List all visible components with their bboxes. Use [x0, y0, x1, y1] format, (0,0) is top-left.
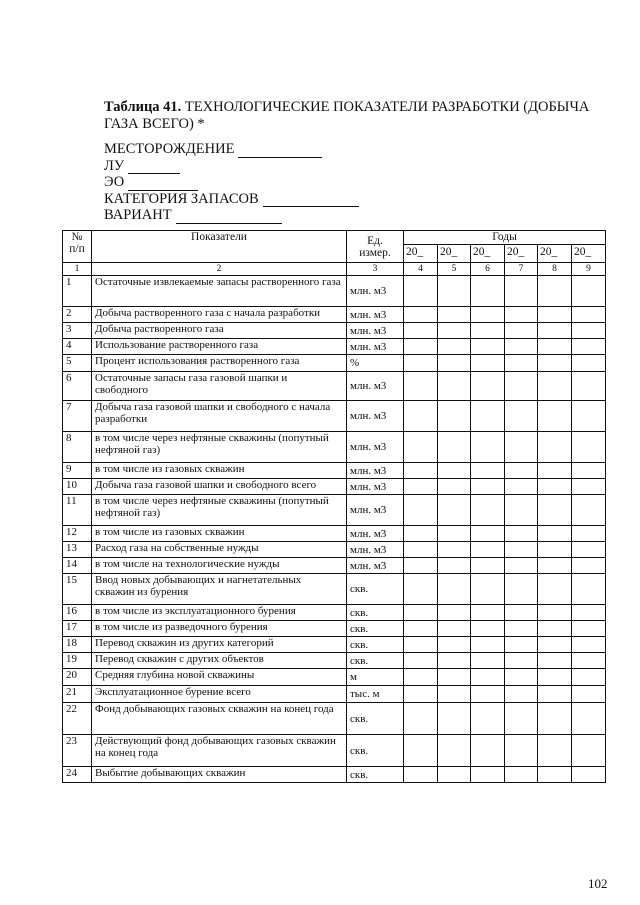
year-value-cell — [471, 767, 505, 783]
table-row — [63, 653, 606, 669]
year-value-cell — [438, 339, 471, 355]
row-indicator: Перевод скважин с других объектов — [92, 653, 347, 669]
year-value-cell — [438, 401, 471, 432]
header-years: Годы — [404, 231, 606, 245]
row-number: 12 — [63, 526, 92, 542]
row-unit: млн. м3 — [347, 339, 404, 355]
year-value-cell — [471, 637, 505, 653]
year-value-cell — [505, 637, 538, 653]
year-value-cell — [404, 307, 438, 323]
year-value-cell — [471, 542, 505, 558]
year-value-cell — [505, 355, 538, 372]
year-value-cell — [404, 703, 438, 735]
field-object: ЭО — [104, 174, 359, 191]
field-reserve-category-blank — [263, 194, 359, 207]
row-number: 6 — [63, 372, 92, 401]
row-indicator: в том числе на технологические нужды — [92, 558, 347, 574]
header-year-cell: 20_ — [538, 245, 572, 263]
year-value-cell — [538, 323, 572, 339]
year-value-cell — [438, 479, 471, 495]
row-unit: млн. м3 — [347, 526, 404, 542]
header-year-cell: 20_ — [572, 245, 606, 263]
row-number: 1 — [63, 276, 92, 307]
year-value-cell — [471, 479, 505, 495]
year-value-cell — [404, 767, 438, 783]
year-value-cell — [471, 558, 505, 574]
row-number: 22 — [63, 703, 92, 735]
year-value-cell — [438, 526, 471, 542]
year-value-cell — [404, 339, 438, 355]
row-indicator: Добыча растворенного газа — [92, 323, 347, 339]
year-value-cell — [538, 479, 572, 495]
year-value-cell — [438, 669, 471, 686]
year-value-cell — [438, 735, 471, 767]
row-number: 4 — [63, 339, 92, 355]
row-indicator: Перевод скважин из других категорий — [92, 637, 347, 653]
year-value-cell — [404, 605, 438, 621]
table-row — [63, 637, 606, 653]
row-indicator: в том числе из разведочного бурения — [92, 621, 347, 637]
year-value-cell — [572, 686, 606, 703]
row-number: 8 — [63, 432, 92, 463]
year-value-cell — [438, 605, 471, 621]
header-indicator: Показатели — [92, 231, 347, 263]
field-variant: ВАРИАНТ — [104, 207, 359, 224]
year-value-cell — [471, 669, 505, 686]
row-number: 14 — [63, 558, 92, 574]
year-value-cell — [538, 339, 572, 355]
year-value-cell — [572, 479, 606, 495]
row-indicator: в том числе из эксплуатационного бурения — [92, 605, 347, 621]
year-value-cell — [438, 495, 471, 526]
row-number: 10 — [63, 479, 92, 495]
column-number: 5 — [438, 263, 471, 276]
year-value-cell — [471, 653, 505, 669]
year-value-cell — [572, 276, 606, 307]
row-unit: млн. м3 — [347, 323, 404, 339]
year-value-cell — [505, 653, 538, 669]
row-unit: млн. м3 — [347, 276, 404, 307]
row-indicator: Действующий фонд добывающих газовых скважин на конец года — [92, 735, 347, 767]
year-value-cell — [538, 526, 572, 542]
year-value-cell — [438, 767, 471, 783]
year-value-cell — [438, 574, 471, 605]
year-value-cell — [438, 463, 471, 479]
header-year-cell: 20_ — [404, 245, 438, 263]
table-row — [63, 767, 606, 783]
table-row — [63, 479, 606, 495]
table-row — [63, 669, 606, 686]
year-value-cell — [438, 558, 471, 574]
row-indicator: Добыча газа газовой шапки и свободного с начала разработки — [92, 401, 347, 432]
year-value-cell — [572, 735, 606, 767]
row-number: 11 — [63, 495, 92, 526]
year-value-cell — [505, 542, 538, 558]
table-row — [63, 339, 606, 355]
year-value-cell — [572, 495, 606, 526]
row-number: 23 — [63, 735, 92, 767]
header-year-cell: 20_ — [438, 245, 471, 263]
year-value-cell — [572, 307, 606, 323]
column-number: 3 — [347, 263, 404, 276]
year-value-cell — [404, 479, 438, 495]
year-value-cell — [538, 574, 572, 605]
year-value-cell — [538, 703, 572, 735]
year-value-cell — [505, 686, 538, 703]
year-value-cell — [404, 558, 438, 574]
row-number: 24 — [63, 767, 92, 783]
year-value-cell — [471, 307, 505, 323]
year-value-cell — [505, 323, 538, 339]
year-value-cell — [438, 307, 471, 323]
year-value-cell — [438, 372, 471, 401]
year-value-cell — [572, 323, 606, 339]
table-row — [63, 463, 606, 479]
year-value-cell — [438, 276, 471, 307]
table-row — [63, 574, 606, 605]
table-row — [63, 526, 606, 542]
row-indicator: Остаточные запасы газа газовой шапки и свободного — [92, 372, 347, 401]
year-value-cell — [538, 276, 572, 307]
year-value-cell — [404, 686, 438, 703]
row-unit: млн. м3 — [347, 542, 404, 558]
year-value-cell — [404, 526, 438, 542]
header-year-cell: 20_ — [505, 245, 538, 263]
column-number: 7 — [505, 263, 538, 276]
year-value-cell — [572, 542, 606, 558]
row-number: 2 — [63, 307, 92, 323]
year-value-cell — [572, 767, 606, 783]
year-value-cell — [505, 463, 538, 479]
field-deposit-blank — [238, 145, 322, 158]
year-value-cell — [572, 432, 606, 463]
year-value-cell — [538, 653, 572, 669]
year-value-cell — [572, 669, 606, 686]
year-value-cell — [538, 401, 572, 432]
field-license-area-blank — [128, 161, 180, 174]
year-value-cell — [538, 372, 572, 401]
row-unit: тыс. м — [347, 686, 404, 703]
field-reserve-category: КАТЕГОРИЯ ЗАПАСОВ — [104, 191, 359, 208]
year-value-cell — [538, 463, 572, 479]
header-fields — [104, 141, 359, 224]
year-value-cell — [505, 432, 538, 463]
year-value-cell — [404, 495, 438, 526]
year-value-cell — [404, 432, 438, 463]
column-number: 8 — [538, 263, 572, 276]
year-value-cell — [404, 669, 438, 686]
year-value-cell — [538, 307, 572, 323]
table-row — [63, 542, 606, 558]
row-indicator: Ввод новых добывающих и нагнетательных скважин из бурения — [92, 574, 347, 605]
year-value-cell — [438, 686, 471, 703]
row-number: 9 — [63, 463, 92, 479]
year-value-cell — [471, 574, 505, 605]
year-value-cell — [471, 339, 505, 355]
year-value-cell — [505, 574, 538, 605]
column-number: 4 — [404, 263, 438, 276]
row-indicator: Фонд добывающих газовых скважин на конец года — [92, 703, 347, 735]
year-value-cell — [471, 686, 505, 703]
year-value-cell — [505, 276, 538, 307]
year-value-cell — [538, 355, 572, 372]
year-value-cell — [438, 355, 471, 372]
row-unit: млн. м3 — [347, 558, 404, 574]
table-row — [63, 432, 606, 463]
year-value-cell — [404, 323, 438, 339]
year-value-cell — [471, 621, 505, 637]
row-indicator: Расход газа на собственные нужды — [92, 542, 347, 558]
year-value-cell — [505, 526, 538, 542]
table-row — [63, 703, 606, 735]
year-value-cell — [572, 372, 606, 401]
year-value-cell — [538, 495, 572, 526]
row-unit: скв. — [347, 767, 404, 783]
table-row — [63, 307, 606, 323]
row-unit: скв. — [347, 605, 404, 621]
year-value-cell — [538, 542, 572, 558]
year-value-cell — [438, 703, 471, 735]
row-unit: скв. — [347, 735, 404, 767]
year-value-cell — [471, 323, 505, 339]
year-value-cell — [538, 621, 572, 637]
row-number: 17 — [63, 621, 92, 637]
row-number: 5 — [63, 355, 92, 372]
row-indicator: Остаточные извлекаемые запасы растворенного газа — [92, 276, 347, 307]
year-value-cell — [505, 339, 538, 355]
year-value-cell — [471, 432, 505, 463]
year-value-cell — [505, 605, 538, 621]
year-value-cell — [538, 669, 572, 686]
table-row — [63, 401, 606, 432]
year-value-cell — [471, 495, 505, 526]
year-value-cell — [404, 637, 438, 653]
column-number: 9 — [572, 263, 606, 276]
year-value-cell — [505, 735, 538, 767]
year-value-cell — [572, 401, 606, 432]
year-value-cell — [404, 574, 438, 605]
year-value-cell — [538, 605, 572, 621]
year-value-cell — [404, 621, 438, 637]
year-value-cell — [572, 574, 606, 605]
row-indicator: Средняя глубина новой скважины — [92, 669, 347, 686]
year-value-cell — [572, 526, 606, 542]
year-value-cell — [471, 276, 505, 307]
year-value-cell — [471, 355, 505, 372]
year-value-cell — [404, 653, 438, 669]
year-value-cell — [572, 637, 606, 653]
row-indicator: в том числе из газовых скважин — [92, 463, 347, 479]
table-row — [63, 276, 606, 307]
field-object-blank — [128, 178, 198, 191]
year-value-cell — [471, 372, 505, 401]
row-indicator: в том числе из газовых скважин — [92, 526, 347, 542]
year-value-cell — [404, 463, 438, 479]
year-value-cell — [404, 542, 438, 558]
row-number: 16 — [63, 605, 92, 621]
year-value-cell — [538, 432, 572, 463]
table-title-prefix: Таблица 41. — [104, 99, 182, 115]
page-number: 102 — [588, 876, 608, 891]
year-value-cell — [572, 653, 606, 669]
year-value-cell — [572, 605, 606, 621]
row-unit: млн. м3 — [347, 307, 404, 323]
year-value-cell — [505, 372, 538, 401]
year-value-cell — [404, 401, 438, 432]
year-value-cell — [538, 686, 572, 703]
row-unit: скв. — [347, 574, 404, 605]
year-value-cell — [505, 495, 538, 526]
year-value-cell — [404, 735, 438, 767]
year-value-cell — [538, 558, 572, 574]
year-value-cell — [505, 401, 538, 432]
year-value-cell — [505, 479, 538, 495]
row-number: 13 — [63, 542, 92, 558]
row-number: 20 — [63, 669, 92, 686]
row-indicator: в том числе через нефтяные скважины (попутный нефтяной газ) — [92, 495, 347, 526]
field-deposit: МЕСТОРОЖДЕНИЕ — [104, 141, 359, 158]
year-value-cell — [438, 637, 471, 653]
table-row — [63, 686, 606, 703]
row-unit: млн. м3 — [347, 479, 404, 495]
table-row — [63, 355, 606, 372]
row-unit: млн. м3 — [347, 495, 404, 526]
table-row — [63, 372, 606, 401]
row-indicator: Выбытие добывающих скважин — [92, 767, 347, 783]
row-number: 15 — [63, 574, 92, 605]
column-number: 1 — [63, 263, 92, 276]
row-number: 21 — [63, 686, 92, 703]
row-number: 3 — [63, 323, 92, 339]
year-value-cell — [471, 735, 505, 767]
row-indicator: Процент использования растворенного газа — [92, 355, 347, 372]
year-value-cell — [572, 355, 606, 372]
year-value-cell — [538, 637, 572, 653]
year-value-cell — [572, 463, 606, 479]
year-value-cell — [438, 323, 471, 339]
year-value-cell — [505, 669, 538, 686]
table-row — [63, 605, 606, 621]
column-number: 2 — [92, 263, 347, 276]
year-value-cell — [404, 372, 438, 401]
row-unit: млн. м3 — [347, 401, 404, 432]
year-value-cell — [438, 653, 471, 669]
year-value-cell — [505, 767, 538, 783]
field-license-area: ЛУ — [104, 158, 359, 175]
year-value-cell — [471, 605, 505, 621]
row-unit: скв. — [347, 653, 404, 669]
year-value-cell — [471, 526, 505, 542]
row-indicator: Эксплуатационное бурение всего — [92, 686, 347, 703]
table-row — [63, 735, 606, 767]
column-number: 6 — [471, 263, 505, 276]
table-title-text: ТЕХНОЛОГИЧЕСКИЕ ПОКАЗАТЕЛИ РАЗРАБОТКИ (ДОБЫЧА ГАЗА ВСЕГО) * — [104, 99, 590, 132]
row-unit: скв. — [347, 621, 404, 637]
indicators-table — [62, 230, 606, 783]
row-number: 7 — [63, 401, 92, 432]
row-indicator: Добыча газа газовой шапки и свободного всего — [92, 479, 347, 495]
header-no: № п/п — [63, 231, 92, 263]
year-value-cell — [505, 307, 538, 323]
header-year-cell: 20_ — [471, 245, 505, 263]
row-unit: млн. м3 — [347, 372, 404, 401]
year-value-cell — [438, 432, 471, 463]
table-row — [63, 495, 606, 526]
row-unit: млн. м3 — [347, 463, 404, 479]
year-value-cell — [404, 276, 438, 307]
column-number-row — [63, 263, 606, 276]
year-value-cell — [438, 621, 471, 637]
table-row — [63, 558, 606, 574]
row-indicator: в том числе через нефтяные скважины (попутный нефтяной газ) — [92, 432, 347, 463]
year-value-cell — [471, 401, 505, 432]
row-unit: скв. — [347, 703, 404, 735]
year-value-cell — [404, 355, 438, 372]
row-number: 19 — [63, 653, 92, 669]
row-indicator: Использование растворенного газа — [92, 339, 347, 355]
table-row — [63, 323, 606, 339]
row-number: 18 — [63, 637, 92, 653]
year-value-cell — [505, 621, 538, 637]
row-unit: скв. — [347, 637, 404, 653]
row-indicator: Добыча растворенного газа с начала разработки — [92, 307, 347, 323]
table-row — [63, 621, 606, 637]
table-title — [104, 99, 594, 133]
year-value-cell — [572, 703, 606, 735]
header-unit: Ед. измер. — [347, 231, 404, 263]
year-value-cell — [471, 703, 505, 735]
year-value-cell — [538, 735, 572, 767]
field-variant-blank — [176, 211, 282, 224]
year-value-cell — [572, 558, 606, 574]
row-unit: млн. м3 — [347, 432, 404, 463]
year-value-cell — [572, 339, 606, 355]
year-value-cell — [505, 703, 538, 735]
row-unit: м — [347, 669, 404, 686]
year-value-cell — [505, 558, 538, 574]
year-value-cell — [572, 621, 606, 637]
year-value-cell — [438, 542, 471, 558]
row-unit: % — [347, 355, 404, 372]
year-value-cell — [538, 767, 572, 783]
year-value-cell — [471, 463, 505, 479]
